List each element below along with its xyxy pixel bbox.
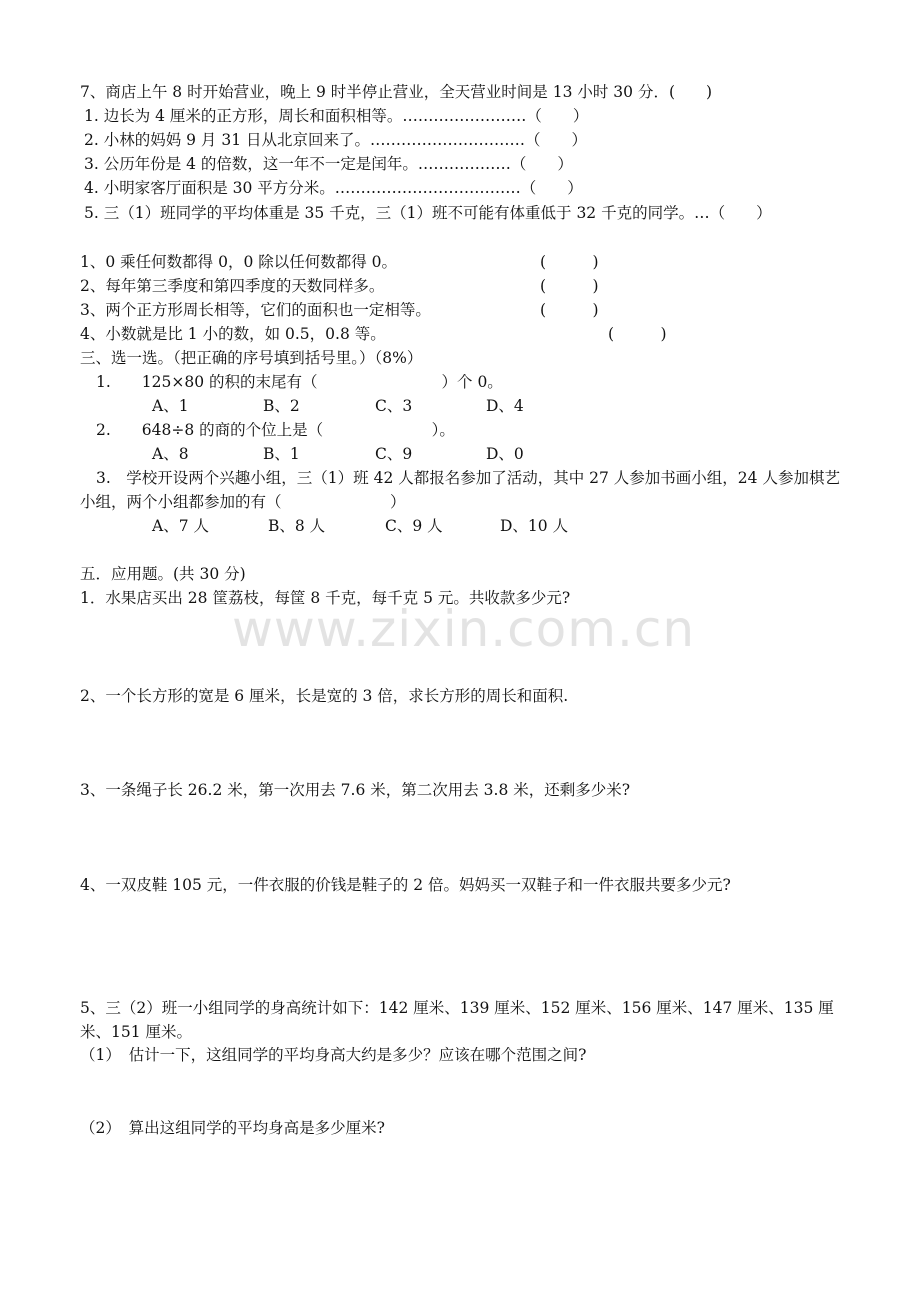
tf2-item-3: 3、两个正方形周长相等，它们的面积也一定相等。 (80, 301, 431, 319)
option-a: A、7 人 (152, 517, 209, 535)
tf-item-1: 1. 边长为 4 厘米的正方形，周长和面积相等。……………………（ ） (84, 107, 589, 125)
choice-question-3: 3. 学校开设两个兴趣小组，三（1）班 42 人都报名参加了活动，其中 27 人参加书画小组，24 人参加棋艺小组，两个小组都参加的有（ ） (80, 469, 840, 511)
option-b: B、8 人 (268, 517, 326, 535)
tf2-item-1: 1、0 乘任何数都得 0，0 除以任何数都得 0。 (80, 253, 398, 271)
problem-3: 3、一条绳子长 26.2 米，第一次用去 7.6 米，第二次用去 3.8 米，还剩多少米? (80, 781, 631, 799)
question-7: 7、商店上午 8 时开始营业，晚上 9 时半停止营业，全天营业时间是 13 小时 30 分．( ) (80, 83, 713, 101)
answer-paren: ( ) (540, 301, 599, 319)
tf-item-2: 2. 小林的妈妈 9 月 31 日从北京回来了。…………………………（ ） (84, 131, 588, 149)
tf-item-5: 5. 三（1）班同学的平均体重是 35 千克，三（1）班不可能有体重低于 32 千克的同学。…（ ） (84, 204, 772, 222)
tf-item-4: 4. 小明家客厅面积是 30 平方分米。………………………………（ ） (84, 179, 583, 197)
watermark-text: www.zixin.com.cn (232, 600, 696, 658)
problem-2: 2、一个长方形的宽是 6 厘米，长是宽的 3 倍，求长方形的周长和面积. (80, 687, 569, 705)
problem-1: 1．水果店买出 28 筐荔枝，每筐 8 千克，每千克 5 元。共收款多少元? (80, 589, 571, 607)
tf-item-3: 3. 公历年份是 4 的倍数，这一年不一定是闰年。………………（ ） (84, 155, 573, 173)
option-a: A、1 (152, 397, 189, 415)
option-d: D、0 (486, 445, 524, 463)
problem-5-part-2: （2） 算出这组同学的平均身高是多少厘米? (80, 1119, 385, 1137)
tf2-item-4: 4、小数就是比 1 小的数，如 0.5，0.8 等。 (80, 325, 386, 343)
option-d: D、10 人 (500, 517, 569, 535)
choice-question-2: 2. 648÷8 的商的个位上是（ ）。 (96, 421, 455, 439)
option-b: B、1 (263, 445, 300, 463)
tf2-item-2: 2、每年第三季度和第四季度的天数同样多。 (80, 277, 385, 295)
section-3-title: 三、选一选。（把正确的序号填到括号里。）（8%） (80, 349, 423, 367)
problem-5-part-1: （1） 估计一下，这组同学的平均身高大约是多少？应该在哪个范围之间? (80, 1046, 587, 1064)
answer-paren: ( ) (540, 253, 599, 271)
option-c: C、3 (375, 397, 413, 415)
option-c: C、9 人 (385, 517, 443, 535)
choice-question-1: 1. 125×80 的积的末尾有（ ）个 0。 (96, 373, 503, 391)
option-d: D、4 (486, 397, 524, 415)
answer-paren: ( ) (608, 325, 667, 343)
answer-paren: ( ) (540, 277, 599, 295)
option-b: B、2 (263, 397, 300, 415)
option-a: A、8 (152, 445, 189, 463)
option-c: C、9 (375, 445, 413, 463)
problem-4: 4、一双皮鞋 105 元，一件衣服的价钱是鞋子的 2 倍。妈妈买一双鞋子和一件衣服共要多少元? (80, 876, 731, 894)
problem-5: 5、三（2）班一小组同学的身高统计如下：142 厘米、139 厘米、152 厘米、156 厘米、147 厘米、135 厘米、151 厘米。 (80, 999, 834, 1041)
section-5-title: 五．应用题。(共 30 分) (80, 565, 246, 583)
